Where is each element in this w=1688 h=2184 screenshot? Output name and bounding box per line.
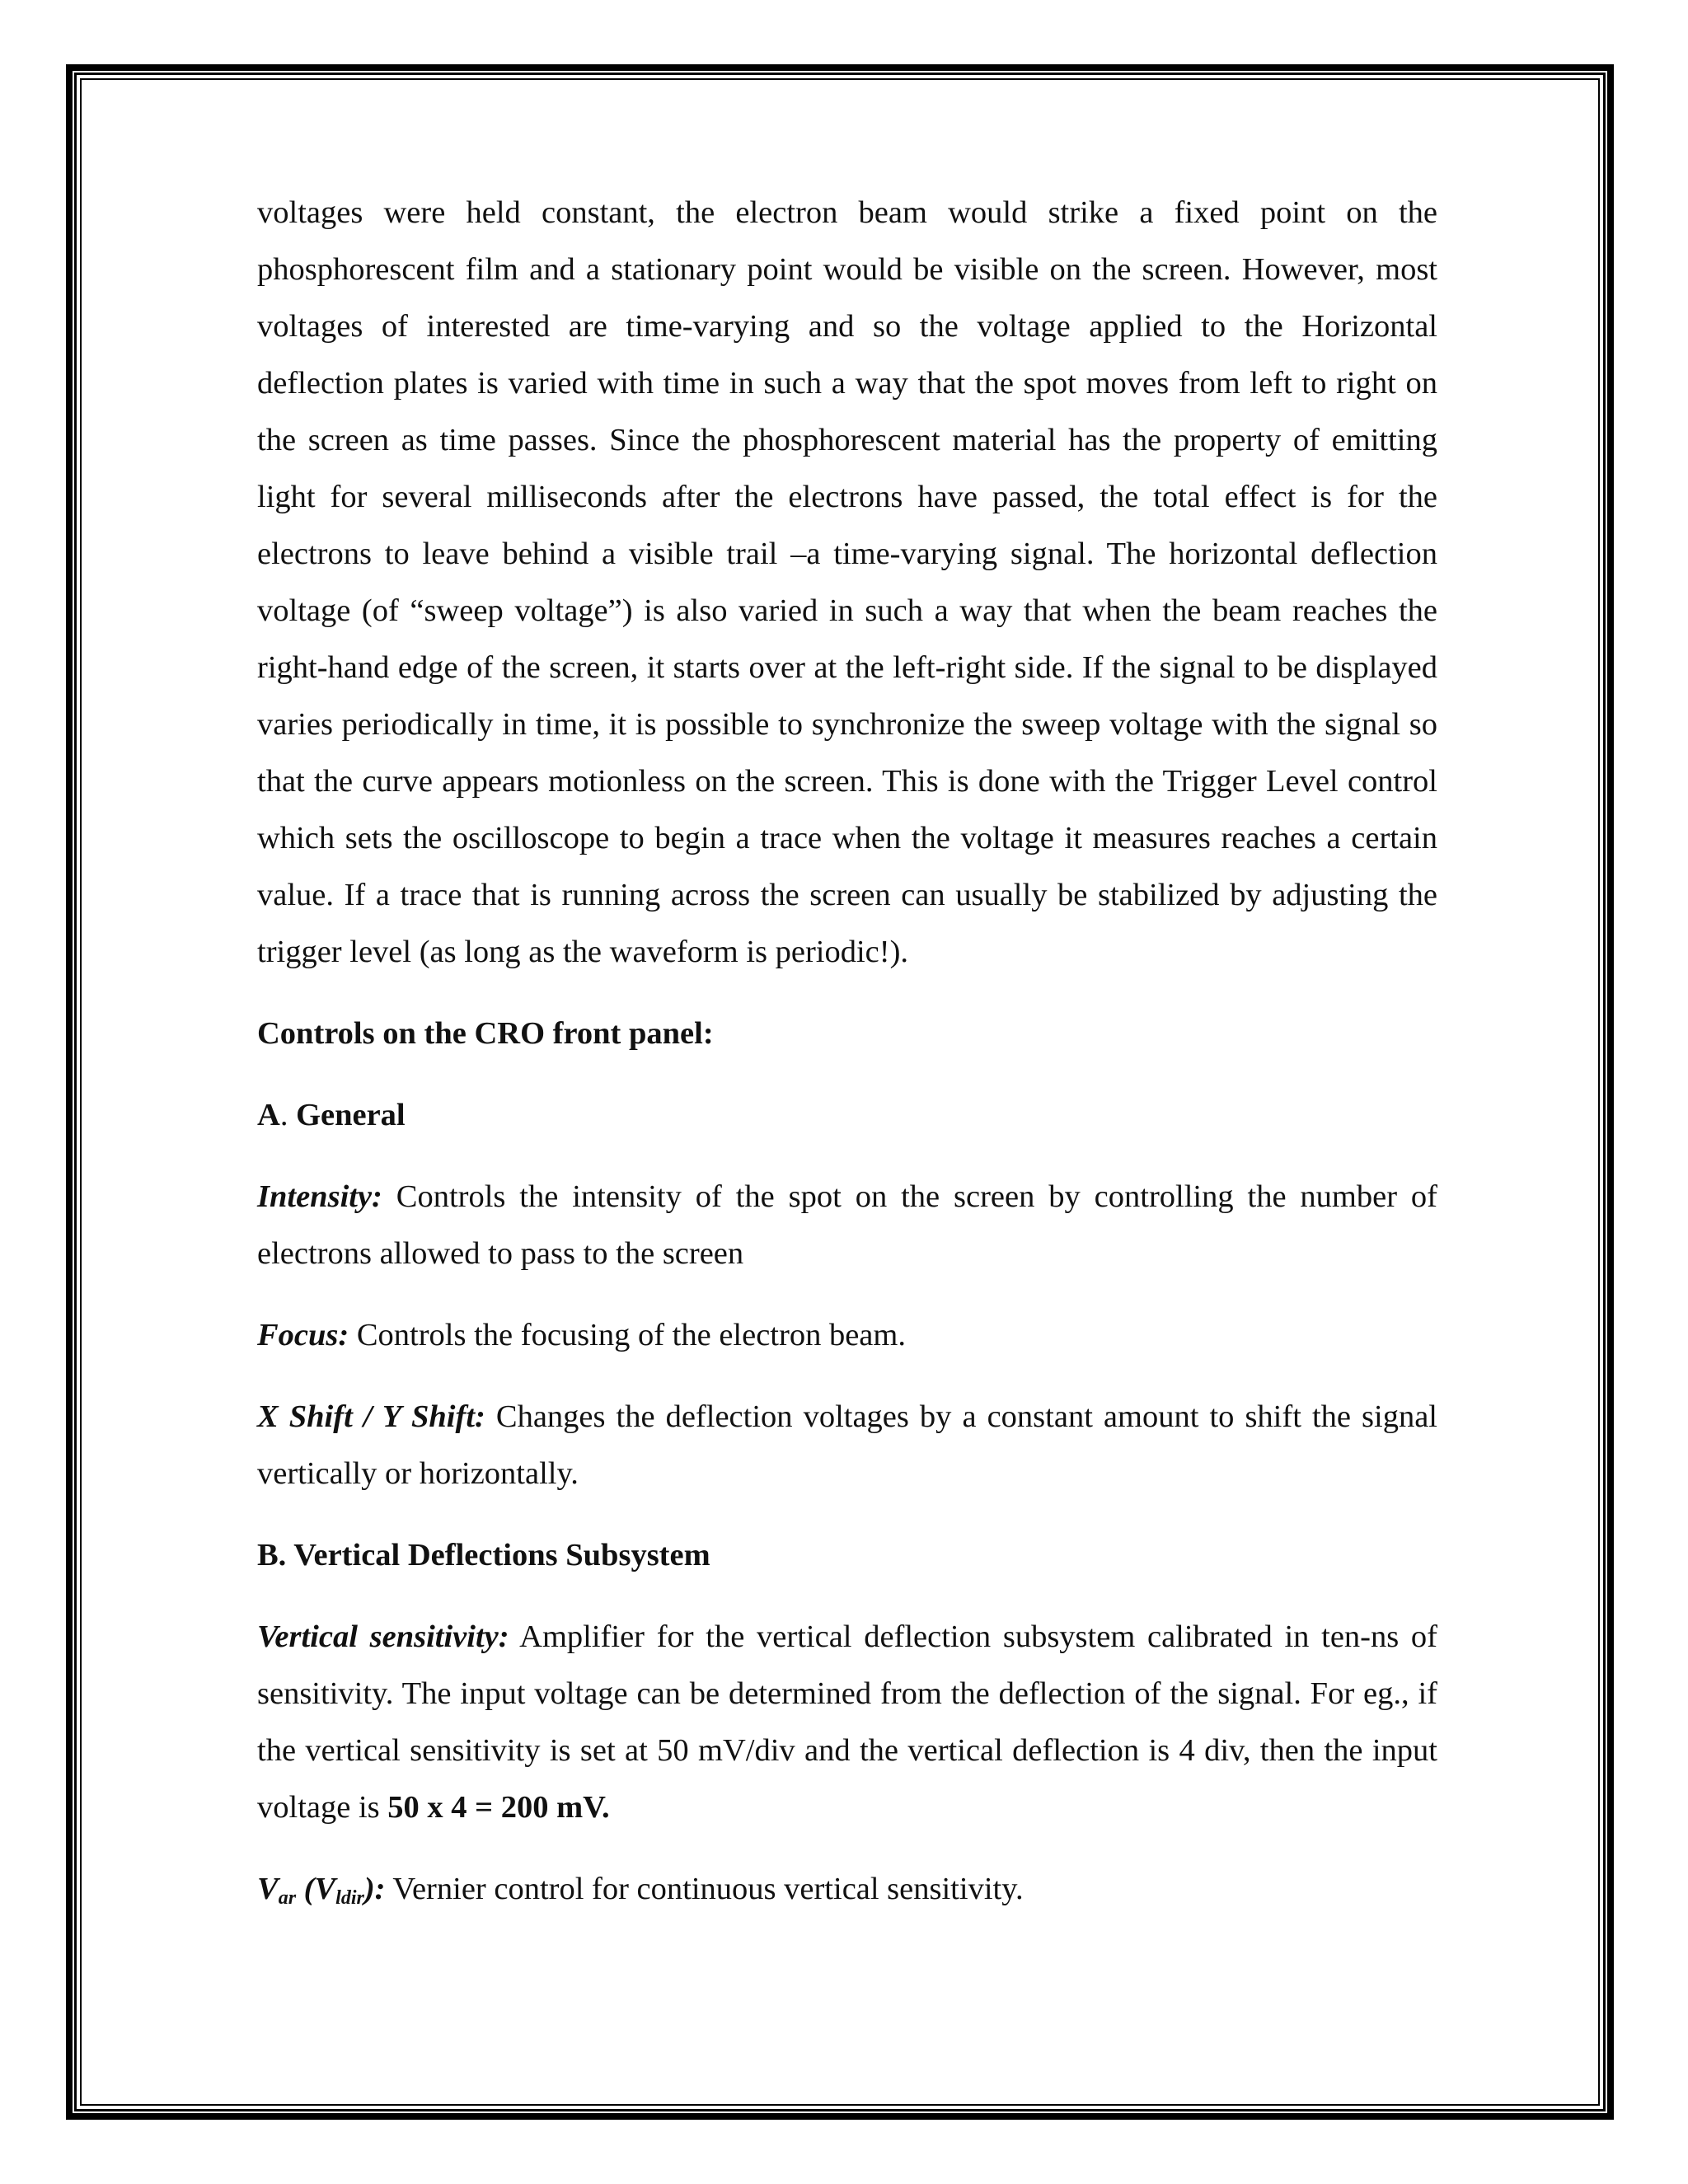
section-heading: Controls on the CRO front panel: — [257, 1016, 714, 1051]
var-text: Vernier control for continuous vertical sensitivity. — [385, 1872, 1024, 1906]
vertical-sensitivity-paragraph — [257, 1609, 1437, 1836]
var-term-close: ): — [363, 1872, 386, 1906]
general-separator: . — [279, 1098, 297, 1132]
general-title: General — [296, 1098, 406, 1132]
shift-term: X Shift / Y Shift: — [257, 1399, 485, 1434]
vertical-heading: B. Vertical Deflections Subsystem — [257, 1538, 710, 1572]
vertical-sensitivity-result: 50 x 4 = 200 mV. — [387, 1790, 610, 1825]
vertical-sensitivity-text: Amplifier for the vertical deflection subsystem calibrated in ten-ns of sensitivity. The input voltage can be determined from the deflection of the signal. For eg., if the vertical sensitivity is set at 50 mV/div and the vertical deflection is 4 div, then the input voltage is — [257, 1619, 1437, 1825]
intensity-term: Intensity: — [257, 1179, 382, 1214]
shift-paragraph — [257, 1389, 1437, 1502]
var-term-open: (V — [296, 1872, 336, 1906]
focus-term: Focus: — [257, 1318, 349, 1352]
vertical-sensitivity-term: Vertical sensitivity: — [257, 1619, 509, 1654]
shift-text: Changes the deflection voltages by a constant amount to shift the signal vertically or horizontally. — [257, 1399, 1437, 1491]
var-paragraph — [257, 1861, 1437, 1918]
var-term-sub: ar — [278, 1887, 297, 1909]
intensity-paragraph — [257, 1169, 1437, 1282]
intro-paragraph: voltages were held constant, the electron beam would strike a fixed point on the phosphorescent film and a stationary point would be visible on the screen. However, most voltages of interested are time-varying and so the voltage applied to the Horizontal deflection plates is varied with time in such a way that the spot moves from left to right on the screen as time passes. Since the phosphorescent material has the property of emitting light for several milliseconds after the electrons have passed, the total effect is for the electrons to leave behind a visible trail –a time-varying signal. The horizontal deflection voltage (of “sweep voltage”) is also varied in such a way that when the beam reaches the right-hand edge of the screen, it starts over at the left-right side. If the signal to be displayed varies periodically in time, it is possible to synchronize the sweep voltage with the signal so that the curve appears motionless on the screen. This is done with the Trigger Level control which sets the oscilloscope to begin a trace when the voltage it measures reaches a certain value. If a trace that is running across the screen can usually be stabilized by adjusting the trigger level (as long as the waveform is periodic!). — [257, 195, 1437, 969]
general-heading — [257, 1087, 1437, 1144]
general-letter: A — [257, 1098, 280, 1132]
var-term-sub2: ldir — [335, 1887, 364, 1909]
var-term-main: V — [257, 1872, 279, 1906]
var-term — [257, 1872, 386, 1909]
focus-text: Controls the focusing of the electron beam. — [349, 1318, 906, 1352]
intensity-text: Controls the intensity of the spot on the screen by controlling the number of electrons allowed to pass to the screen — [257, 1179, 1437, 1271]
focus-paragraph — [257, 1307, 1437, 1364]
document-body — [257, 185, 1437, 1918]
